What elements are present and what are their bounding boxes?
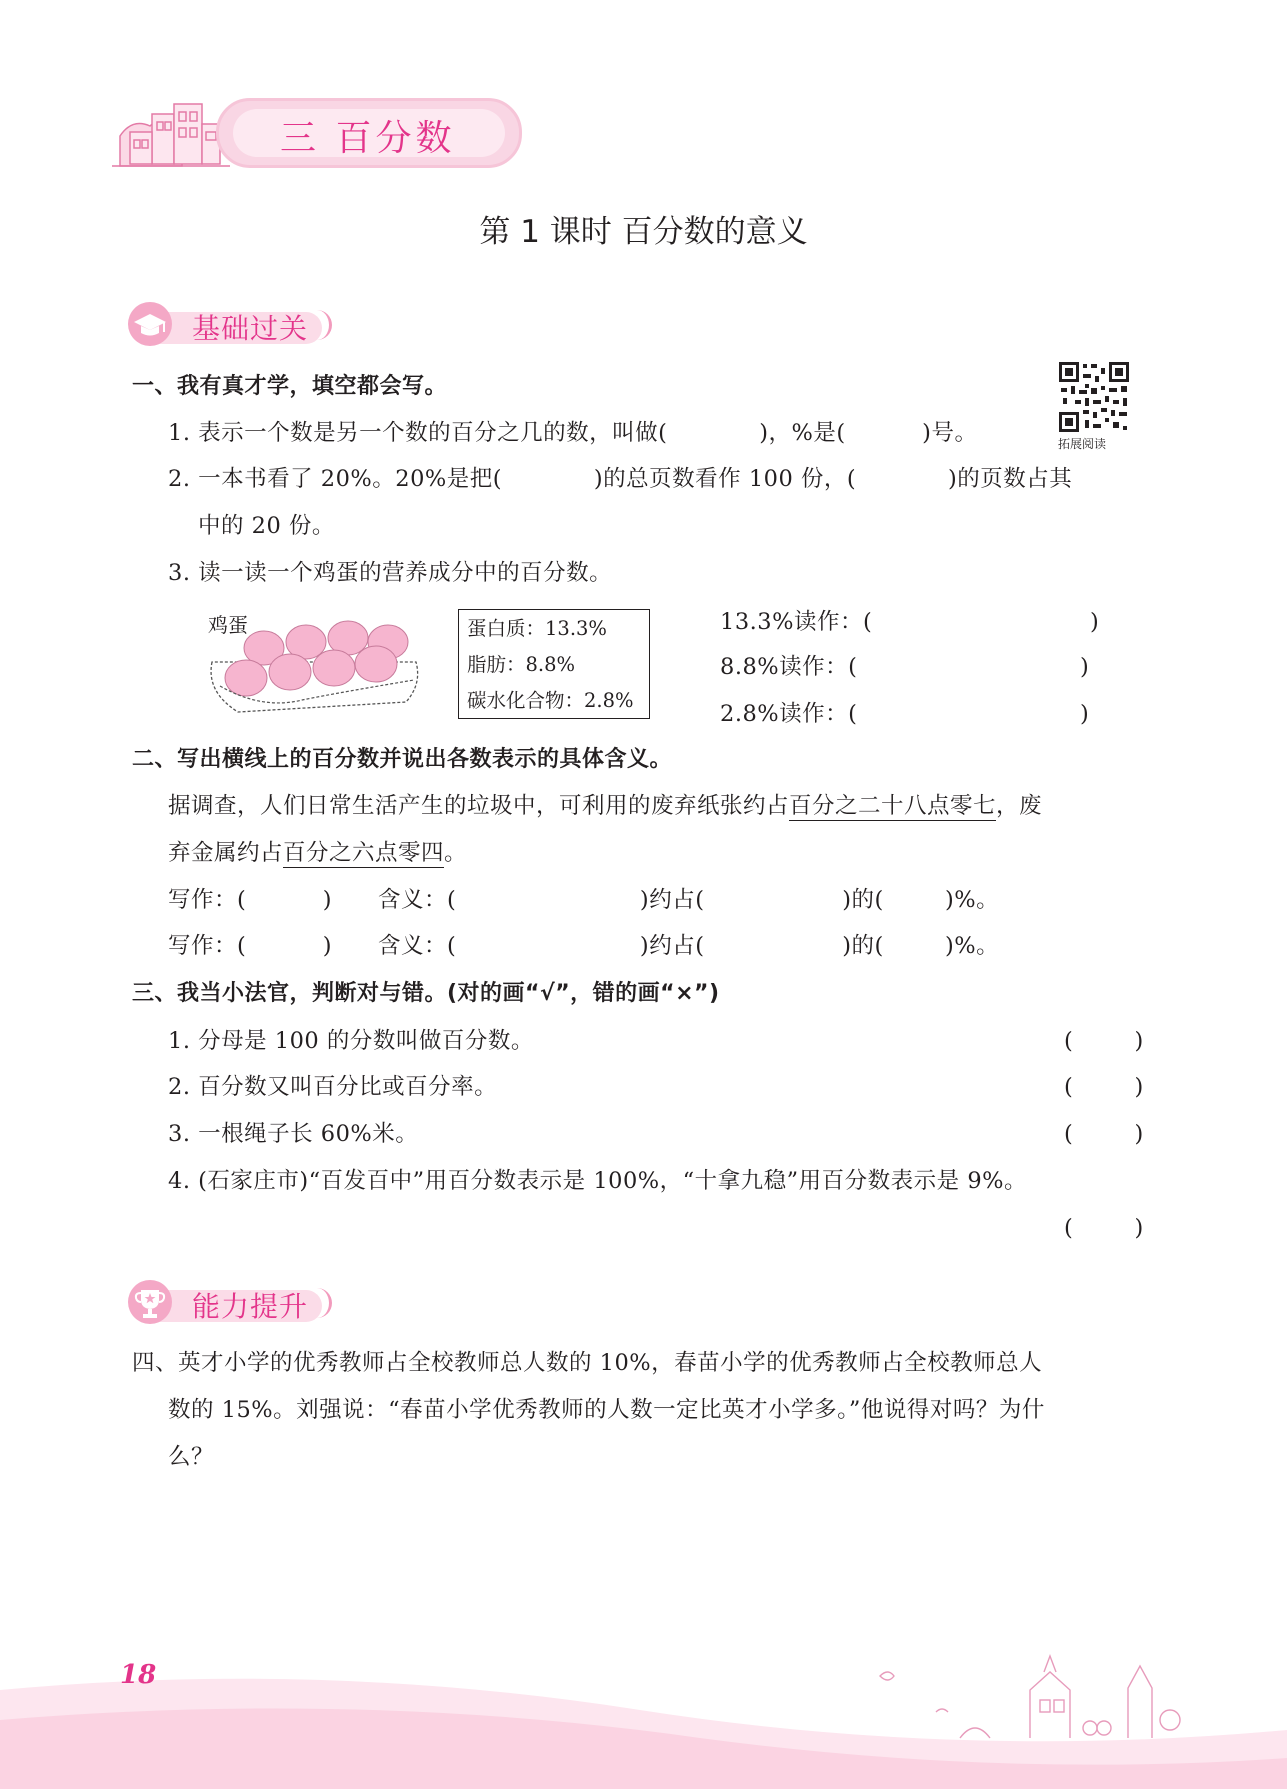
building-illustration-icon <box>112 96 232 168</box>
q1-item2-line1: 2. 一本书看了 20%。20%是把( )的总页数看作 100 份，( )的页数占其 <box>168 466 1073 492</box>
q3-item-4: 4. (石家庄市)“百发百中”用百分数表示是 100%，“十拿九稳”用百分数表示是 9%。 <box>168 1168 1028 1194</box>
section-header-basic <box>112 302 342 348</box>
q2-write-row-2: 写作：( ) 含义：( )约占( )的( )%。 <box>168 933 1000 959</box>
q4-line1: 四、英才小学的优秀教师占全校教师总人数的 10%，春苗小学的优秀教师占全校教师总人 <box>132 1350 1043 1376</box>
qr-caption: 拓展阅读 <box>1058 437 1107 451</box>
nutrition-box <box>458 609 650 719</box>
reading-label-2: 8.8%读作：( <box>720 654 858 680</box>
page-number: 18 <box>120 1660 157 1690</box>
q1-item3: 3. 读一读一个鸡蛋的营养成分中的百分数。 <box>168 560 613 586</box>
q3-item-1: 1. 分母是 100 的分数叫做百分数。 <box>168 1028 534 1054</box>
q1-item1: 1. 表示一个数是另一个数的百分之几的数，叫做( )，%是( )号。 <box>168 420 978 446</box>
q2-heading: 二、写出横线上的百分数并说出各数表示的具体含义。 <box>132 747 673 772</box>
q2-passage-line1: 据调查，人们日常生活产生的垃圾中，可利用的废弃纸张约占百分之二十八点零七，废 <box>168 793 1043 819</box>
reading-label-1: 13.3%读作：( <box>720 609 873 635</box>
q4-line3: 么？ <box>168 1444 215 1470</box>
lesson-title: 第 1 课时 百分数的意义 <box>479 214 808 250</box>
q1-item2-line2: 中的 20 份。 <box>198 513 335 539</box>
q3-heading: 三、我当小法官，判断对与错。(对的画“√”，错的画“×”) <box>132 981 720 1006</box>
q3-answer-2: ( ) <box>1064 1074 1144 1100</box>
egg-carton-icon <box>202 606 424 722</box>
section-label-advanced: 能力提升 <box>192 1290 309 1323</box>
underlined-percent-b: 百分之六点零四 <box>283 840 445 866</box>
reading-close-2: ) <box>1080 654 1090 680</box>
reading-label-3: 2.8%读作：( <box>720 701 858 727</box>
q2-write-row-1: 写作：( ) 含义：( )约占( )的( )%。 <box>168 887 1000 913</box>
nutrition-carbs: 碳水化合物：2.8% <box>467 689 634 712</box>
q2-passage-line2: 弃金属约占百分之六点零四。 <box>168 840 468 866</box>
trophy-icon <box>128 1280 172 1324</box>
q3-answer-4: ( ) <box>1064 1215 1144 1241</box>
reading-close-1: ) <box>1090 609 1100 635</box>
chapter-title: 三 百分数 <box>280 118 456 159</box>
reading-close-3: ) <box>1080 701 1090 727</box>
section-header-advanced <box>112 1280 342 1326</box>
q4-line2: 数的 15%。刘强说：“春苗小学优秀教师的人数一定比英才小学多。”他说得对吗？为什 <box>168 1397 1045 1423</box>
qr-code-icon[interactable] <box>1057 360 1131 434</box>
section-label-basic: 基础过关 <box>192 312 309 345</box>
underlined-percent-a: 百分之二十八点零七 <box>789 793 997 819</box>
q3-answer-3: ( ) <box>1064 1121 1144 1147</box>
nutrition-protein: 蛋白质：13.3% <box>467 617 607 640</box>
q3-item-2: 2. 百分数又叫百分比或百分率。 <box>168 1074 498 1100</box>
q1-heading: 一、我有真才学，填空都会写。 <box>132 374 448 399</box>
q3-item-3: 3. 一根绳子长 60%米。 <box>168 1121 419 1147</box>
egg-label: 鸡蛋 <box>208 613 248 637</box>
q3-answer-1: ( ) <box>1064 1028 1144 1054</box>
chapter-banner <box>112 96 526 168</box>
graduation-cap-icon <box>128 302 172 346</box>
nutrition-fat: 脂肪：8.8% <box>467 653 576 676</box>
footer-wave-decoration <box>0 1620 1287 1789</box>
